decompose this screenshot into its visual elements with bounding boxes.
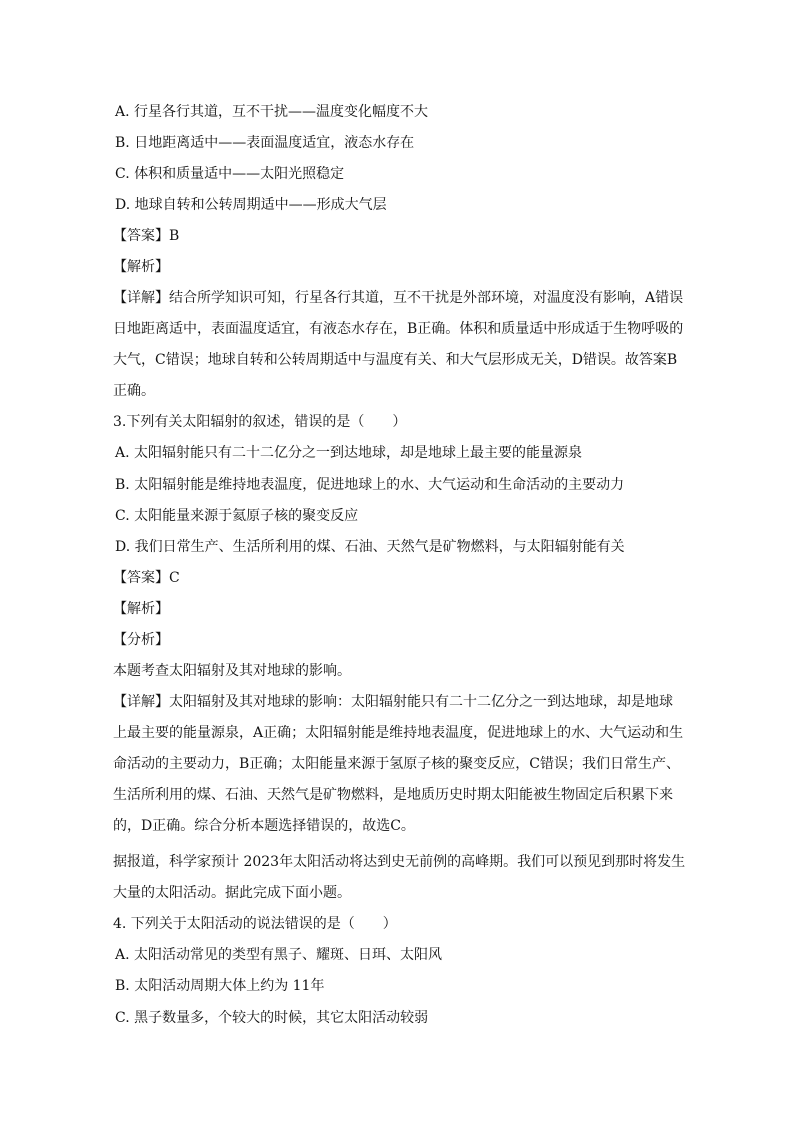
- detail-paragraph-line: 日地距离适中，表面温度适宜，有液态水存在，B正确。体积和质量适中形成适于生物呼吸的: [113, 321, 684, 337]
- detail-paragraph-line: 正确。: [113, 383, 155, 399]
- detail-paragraph-line: 上最主要的能量源泉，A正确；太阳辐射能是维持地表温度，促进地球上的水、大气运动和生: [113, 725, 684, 741]
- option-a-line: A. 太阳活动常见的类型有黑子、耀斑、日珥、太阳风: [115, 947, 443, 963]
- detail-paragraph-line: 命活动的主要动力，B正确；太阳能量来源于氢原子核的聚变反应，C错误；我们日常生产、: [113, 756, 680, 772]
- option-b-line: B. 太阳辐射能是维持地表温度，促进地球上的水、大气运动和生命活动的主要动力: [115, 477, 625, 493]
- option-d-line: D. 我们日常生产、生活所利用的煤、石油、天然气是矿物燃料，与太阳辐射能有关: [115, 539, 625, 555]
- detail-paragraph-line: 大气，C错误；地球自转和公转周期适中与温度有关、和大气层形成无关，D错误。故答案B: [113, 352, 678, 368]
- question-4-line: 4. 下列关于太阳活动的说法错误的是（ ）: [113, 916, 397, 932]
- analysis-text-line: 本题考查太阳辐射及其对地球的影响。: [113, 663, 351, 679]
- answer-line: 【答案】B: [113, 228, 180, 244]
- detail-paragraph-line: 【详解】结合所学知识可知，行星各行其道，互不干扰是外部环境，对温度没有影响，A错误: [113, 290, 684, 306]
- answer-line: 【答案】C: [113, 570, 180, 586]
- reading-material-line: 据报道，科学家预计 2023年太阳活动将达到史无前例的高峰期。我们可以预见到那时将发生: [113, 854, 686, 870]
- option-a-line: A. 太阳辐射能只有二十二亿分之一到达地球，却是地球上最主要的能量源泉: [115, 445, 583, 461]
- option-d-line: D. 地球自转和公转周期适中——形成大气层: [115, 197, 387, 213]
- detail-paragraph-line: 的，D正确。综合分析本题选择错误的，故选C。: [113, 818, 415, 834]
- analysis-heading: 【解析】: [113, 601, 169, 617]
- detail-paragraph-line: 生活所利用的煤、石油、天然气是矿物燃料，是地质历史时期太阳能被生物固定后积累下来: [113, 787, 673, 803]
- analysis-subheading: 【分析】: [113, 632, 169, 648]
- option-b-line: B. 太阳活动周期大体上约为 11年: [115, 978, 325, 994]
- option-a-line: A. 行星各行其道，互不干扰——温度变化幅度不大: [115, 104, 429, 120]
- detail-paragraph-line: 【详解】太阳辐射及其对地球的影响：太阳辐射能只有二十二亿分之一到达地球，却是地球: [113, 694, 673, 710]
- question-3-line: 3.下列有关太阳辐射的叙述，错误的是（ ）: [113, 414, 407, 430]
- option-c-line: C. 体积和质量适中——太阳光照稳定: [115, 166, 345, 182]
- option-c-line: C. 太阳能量来源于氦原子核的聚变反应: [115, 508, 359, 524]
- option-c-line: C. 黑子数量多，个较大的时候，其它太阳活动较弱: [115, 1010, 429, 1026]
- analysis-heading: 【解析】: [113, 259, 169, 275]
- reading-material-line: 大量的太阳活动。据此完成下面小题。: [113, 885, 351, 901]
- option-b-line: B. 日地距离适中——表面温度适宜，液态水存在: [115, 135, 415, 151]
